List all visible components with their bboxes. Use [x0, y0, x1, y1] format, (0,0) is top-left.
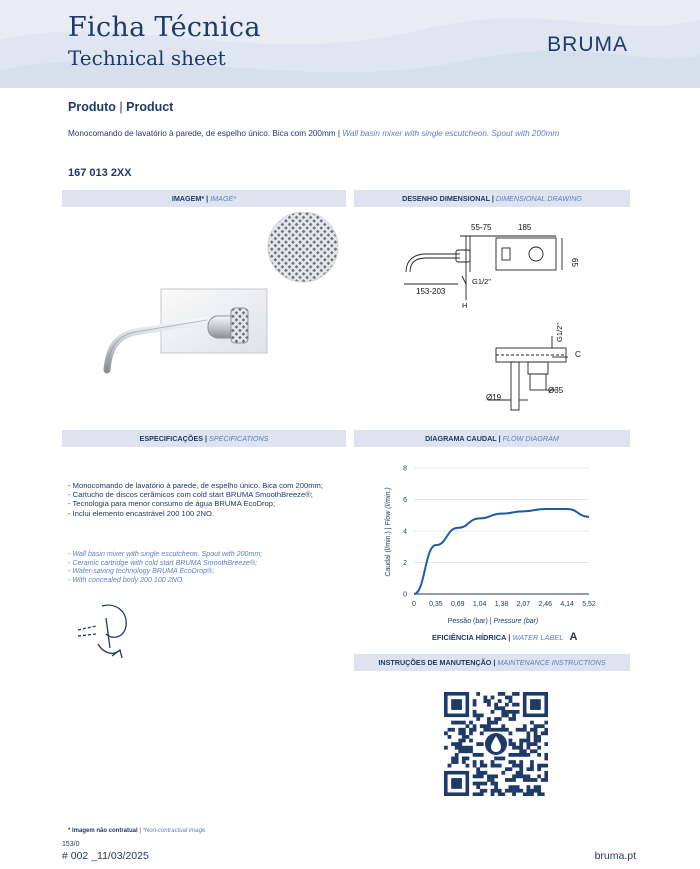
document-code: 153/0	[62, 841, 80, 848]
specs-section-en: SPECIFICATIONS	[209, 434, 269, 443]
y-tick-label: 4	[403, 528, 407, 536]
page-subtitle: Technical sheet	[68, 46, 226, 70]
footnote-en: *Non-contractual image	[142, 828, 206, 834]
dim-153-203: 153-203	[416, 287, 446, 296]
dim-19: Ø19	[486, 393, 502, 402]
spec-item-en: - Wall basin mixer with single escutcheon. Spout with 200mm;	[68, 550, 263, 558]
water-label: EFICIÊNCIA HÍDRICA | WATER LABEL A	[432, 631, 578, 643]
y-tick-label: 0	[403, 591, 407, 599]
footnote-pt: * Imagem não contratual	[68, 828, 138, 834]
website-link[interactable]: bruma.pt	[594, 850, 636, 862]
maintenance-section-en: MAINTENANCE INSTRUCTIONS	[497, 658, 606, 667]
x-tick-label: 0,35	[429, 601, 443, 608]
product-reference: 167 013 2XX	[68, 167, 132, 179]
specs-list-en	[68, 550, 338, 584]
product-description: Monocomando de lavatório à parede, de espelho único. Bica com 200mm | Wall basin mixer with single escutcheon. Spout with 200mm	[68, 129, 560, 138]
dim-thread-section: G1/2"	[555, 323, 564, 342]
y-tick-label: 6	[403, 497, 407, 504]
product-description-en: Wall basin mixer with single escutcheon. Spout with 200mm	[342, 129, 560, 138]
image-section-bar: IMAGEM* | IMAGE*	[62, 190, 346, 207]
chart-grid	[414, 468, 589, 594]
specs-section-bar: ESPECIFICAÇÕES | SPECIFICATIONS	[62, 430, 346, 447]
drawing-section-bar: DESENHO DIMENSIONAL | DIMENSIONAL DRAWING	[354, 190, 630, 207]
spec-item: - Monocomando de lavatório à parede, de espelho único. Bica com 200mm;	[68, 481, 323, 490]
flow-section-bar: DIAGRAMA CAUDAL | FLOW DIAGRAM	[354, 430, 630, 447]
x-tick-label: 0	[412, 601, 416, 608]
product-heading-pt: Produto	[68, 100, 116, 114]
product-heading-en: Product	[126, 100, 174, 114]
flow-chart	[382, 460, 612, 630]
dim-55-75: 55-75	[471, 223, 492, 232]
header-banner	[0, 0, 700, 88]
maintenance-section-pt: INSTRUÇÕES DE MANUTENÇÃO	[378, 658, 492, 667]
lever-operation-icon	[72, 598, 136, 662]
dim-thread-top: G1/2"	[472, 277, 491, 286]
spec-item: - Tecnologia para menor consumo de água BRUMA EcoDrop;	[68, 499, 276, 509]
image-section-en: IMAGE*	[210, 194, 237, 203]
image-section-pt: IMAGEM*	[171, 194, 205, 203]
water-label-pt: EFICIÊNCIA HÍDRICA	[432, 633, 507, 642]
chart-x-ticks	[412, 601, 596, 608]
product-image	[95, 212, 345, 382]
dim-35: Ø35	[548, 386, 564, 395]
flow-section-pt: DIAGRAMA CAUDAL	[425, 434, 497, 443]
x-label-pt: Pessão (bar)	[447, 618, 488, 625]
dimensional-drawing	[400, 212, 600, 412]
flow-series-line	[414, 509, 589, 594]
water-label-en: WATER LABEL	[512, 633, 564, 642]
drawing-section-pt: DESENHO DIMENSIONAL	[402, 194, 490, 203]
y-tick-label: 8	[403, 465, 407, 473]
product-heading: Produto | Product	[68, 100, 174, 114]
dim-c: C	[575, 350, 581, 359]
spec-item-en: - Water-saving technology BRUMA EcoDrop®;	[68, 567, 215, 576]
specs-section-pt: ESPECIFICAÇÕES	[139, 434, 204, 443]
flow-section-en: FLOW DIAGRAM	[502, 434, 559, 443]
x-tick-label: 4,14	[560, 601, 574, 608]
chart-x-label: Pessão (bar) | Pressure (bar)	[447, 618, 539, 625]
specs-list-pt	[68, 481, 338, 518]
maintenance-qr-code[interactable]	[444, 692, 548, 796]
knurl-detail-icon	[268, 212, 338, 282]
y-tick-label: 2	[403, 560, 407, 567]
spec-item-en: - Ceramic cartridge with cold start BRUMA SmoothBreeze®;	[68, 558, 258, 567]
product-description-pt: Monocomando de lavatório à parede, de espelho único. Bica com 200mm	[68, 129, 336, 138]
water-label-grade: A	[569, 631, 578, 643]
x-tick-label: 2,07	[516, 601, 531, 608]
drawing-section-en: DIMENSIONAL DRAWING	[495, 194, 582, 203]
edition-date: # 002 _11/03/2025	[62, 850, 149, 862]
x-label-en: Pressure (bar)	[493, 618, 539, 625]
dim-185: 185	[518, 223, 532, 232]
dim-65: 65	[570, 258, 579, 267]
x-tick-label: 5,52	[582, 601, 596, 608]
y-label-pt: Caudal (l/min.)	[385, 531, 392, 577]
spec-item-en: - With concealed body 200 100 2NO.	[68, 575, 185, 584]
page-title: Ficha Técnica	[68, 12, 261, 43]
spec-item: - Inclui elemento encastrável 200 100 2NO.	[68, 508, 215, 518]
x-tick-label: 0,69	[450, 601, 465, 608]
dim-h: H	[462, 301, 468, 310]
chart-y-ticks	[403, 466, 407, 599]
y-label-en: Flow (l/min.)	[385, 487, 392, 526]
x-tick-label: 2,46	[538, 601, 553, 608]
brand-logo: BRUMA	[547, 33, 628, 56]
spec-item: - Cartucho de discos cerâmicos com cold start BRUMA SmoothBreeze®;	[68, 490, 313, 500]
chart-y-label: Caudal (l/min.) | Flow (l/min.)	[385, 487, 392, 577]
x-tick-label: 1,38	[494, 601, 509, 608]
x-tick-label: 1,04	[472, 601, 487, 608]
maintenance-section-bar: INSTRUÇÕES DE MANUTENÇÃO | MAINTENANCE INSTRUCTIONS	[354, 654, 630, 671]
footnote: * Imagem não contratual | *Non-contractual image	[68, 828, 206, 834]
